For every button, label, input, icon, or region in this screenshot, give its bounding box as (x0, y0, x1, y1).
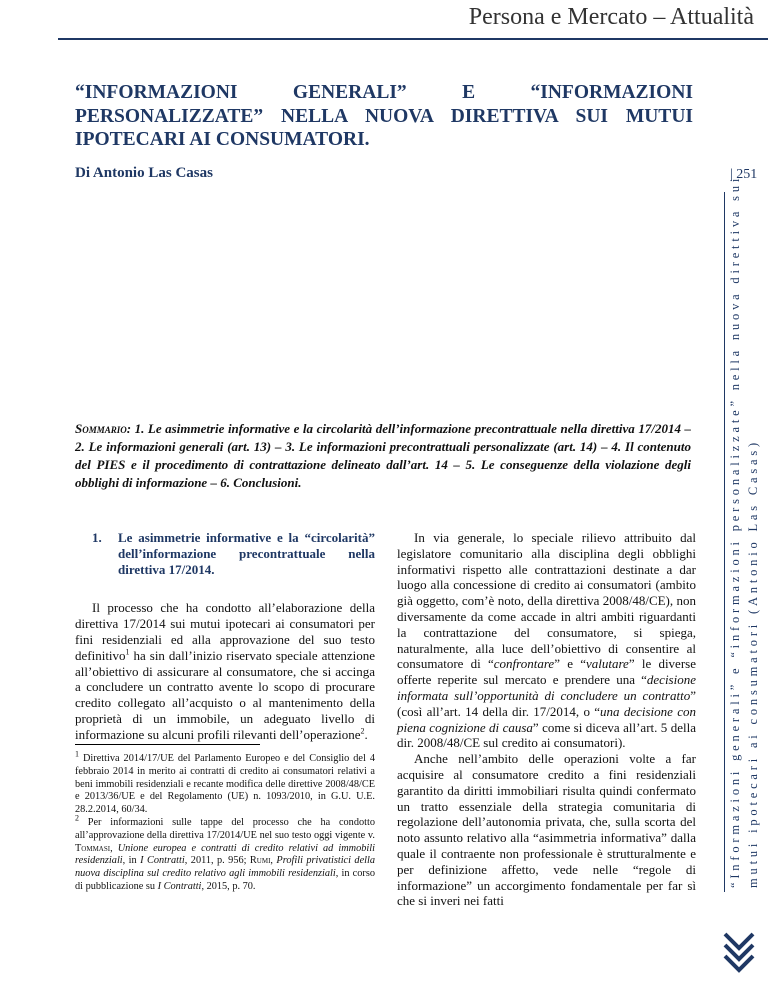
double-chevron-down-icon[interactable] (722, 930, 756, 976)
paragraph: Anche nell’ambito delle operazioni volte a far acquisire al consumatore credito a fini residenziali garantito da diritti immobiliari risulta quindi confermato un tratto essenziale della strategia comunitaria di regolazione dell’autonomia privata, che, sulla scorta del noto assunto relativo alla “asimmetria informativa” dalla quale il contraente non professionale è strutturalmente e per definizione affetto, vede nelle “regole di informazione” un accorgimento fondamentale per far sì che si inveri nei fatti (397, 751, 696, 909)
cited-journal: I Contratti (140, 855, 185, 867)
paragraph (75, 600, 375, 742)
cited-title: Unione europea e contratti di credito relativi ad immobili residenziali (75, 842, 375, 867)
footnote-text: , 2011, p. 956; (184, 855, 250, 867)
text-run: Il processo che ha condotto all’elaborazione della direttiva 17/2014 sui mutui ipotecari ai consumatori per fini residenziali ed alla approvazione del suo testo definitivo (75, 600, 375, 663)
running-title-line-1: “Informazioni generali” e “informazioni personalizzate” nella nuova direttiva sui (728, 174, 742, 888)
summary-label: Sommario: (75, 421, 132, 436)
footnote-number: 1 (75, 749, 79, 759)
article-title (75, 81, 693, 152)
italic-run: una decisione con piena cognizione di causa (397, 703, 696, 735)
cited-author: Tommasi (75, 842, 111, 854)
text-run: ha sin dall’inizio riservato speciale attenzione all’obiettivo di assicurare al consumatore, che si accinga a concludere un contratto avente lo scopo di procurare credito collegato all’acquisto o al mantenimento della proprietà di un immobile, un adeguato livello di informazione su alcuni profili rilevanti dell’operazione (75, 647, 375, 742)
footnote-ref[interactable]: 2 (360, 726, 365, 736)
footnote-text: , (270, 855, 277, 867)
paragraph (397, 530, 696, 751)
footnote (75, 813, 376, 894)
text-run: ” come si diceva all’art. 5 della dir. 2008/48/CE sul credito ai consumatori). (397, 719, 696, 751)
cited-title: Profili privatistici della nuova disciplina sul credito relativo agli immobili residenziali (75, 855, 376, 880)
text-run: ” (così all’art. 14 della dir. 17/2014, o “ (397, 687, 696, 719)
footnotes (75, 749, 376, 894)
footnote-number: 2 (75, 813, 79, 823)
side-rule (724, 192, 725, 892)
footnote-text: Per informazioni sulle tappe del processo che ha condotto all’approvazione della direttiva 17/2014/UE nel suo testo oggi vigente v. (75, 816, 375, 841)
header-rule (58, 38, 768, 40)
footnote-rule (75, 744, 260, 745)
section-title: Le asimmetrie informative e la “circolarità” dell’informazione precontrattuale nella direttiva 17/2014. (118, 530, 375, 577)
section-heading (92, 530, 375, 577)
text-run: . (364, 726, 368, 742)
author: Di Antonio Las Casas (75, 165, 213, 181)
cited-author: Rumi (249, 855, 271, 867)
section-number: 1. (92, 530, 102, 545)
text-run: In via generale, lo speciale rilievo attribuito dal legislatore comunitario alla disciplina degli obblighi informativi rispetto alle contrattazioni destinate a dar luogo alla concessione di credito ai consumatori (ambito già oggetto, com’è noto, della direttiva 2008/48/CE), non diversamente da come accade in altri ambiti riguardanti la contrattazione del consumatore, si spiega, naturalmente, alla luce dell’obiettivo di consentire al consumatore di “ (397, 530, 696, 672)
page-number: | 251 (730, 167, 758, 182)
summary-text: 1. Le asimmetrie informative e la circolarità dell’informazione precontrattuale nella direttiva 17/2014 – 2. Le informazioni generali (art. 13) – 3. Le informazioni precontrattuali personalizzate (art. 14) – 4. Il contenuto del PIES e il procedimento di contrattazione delineato dall’art. 14 – 5. Le conseguenze della violazione degli obblighi di informazione – 6. Conclusioni. (75, 421, 691, 490)
title-line-rest: PERSONALIZZATE” NELLA NUOVA DIRETTIVA SUI MUTUI IPOTECARI AI CONSUMATORI. (75, 105, 693, 150)
column-left (75, 530, 375, 743)
text-run: ” le diverse offerte reperite sul mercato e prendere una “ (397, 656, 696, 688)
italic-run: decisione informata sull’opportunità di concludere un contratto (397, 672, 696, 703)
italic-run: confrontare (493, 656, 555, 672)
cited-journal: I Contratti (157, 880, 202, 892)
italic-run: valutare (585, 656, 629, 672)
summary (75, 420, 691, 492)
journal-title: Persona e Mercato – Attualità (468, 4, 754, 30)
footnote-text: , in corso di pubblicazione su (75, 868, 375, 892)
column-right (397, 530, 696, 909)
footnote-text: Direttiva 2014/17/UE del Parlamento Europeo e del Consiglio del 4 febbraio 2014 in merito ai contratti di credito ai consumatori relativi a beni immobili residenziali e recante modifica delle direttive 2008/48/CE e 2013/36/UE e del Regolamento (UE) n. 1093/2010, in G.U. U.E. 28.2.2014, 60/34. (75, 753, 375, 816)
running-title-line-2: mutui ipotecari ai consumatori (Antonio Las Casas) (746, 439, 760, 888)
footnote (75, 749, 375, 817)
footnote-text: , in (122, 855, 141, 867)
footnote-text: , 2015, p. 70. (201, 880, 256, 892)
title-line-1: “INFORMAZIONI GENERALI” E “INFORMAZIONI (75, 82, 693, 103)
footnote-text: , (110, 842, 118, 854)
text-run: ” e “ (554, 656, 586, 672)
footnote-ref[interactable]: 1 (125, 647, 130, 657)
